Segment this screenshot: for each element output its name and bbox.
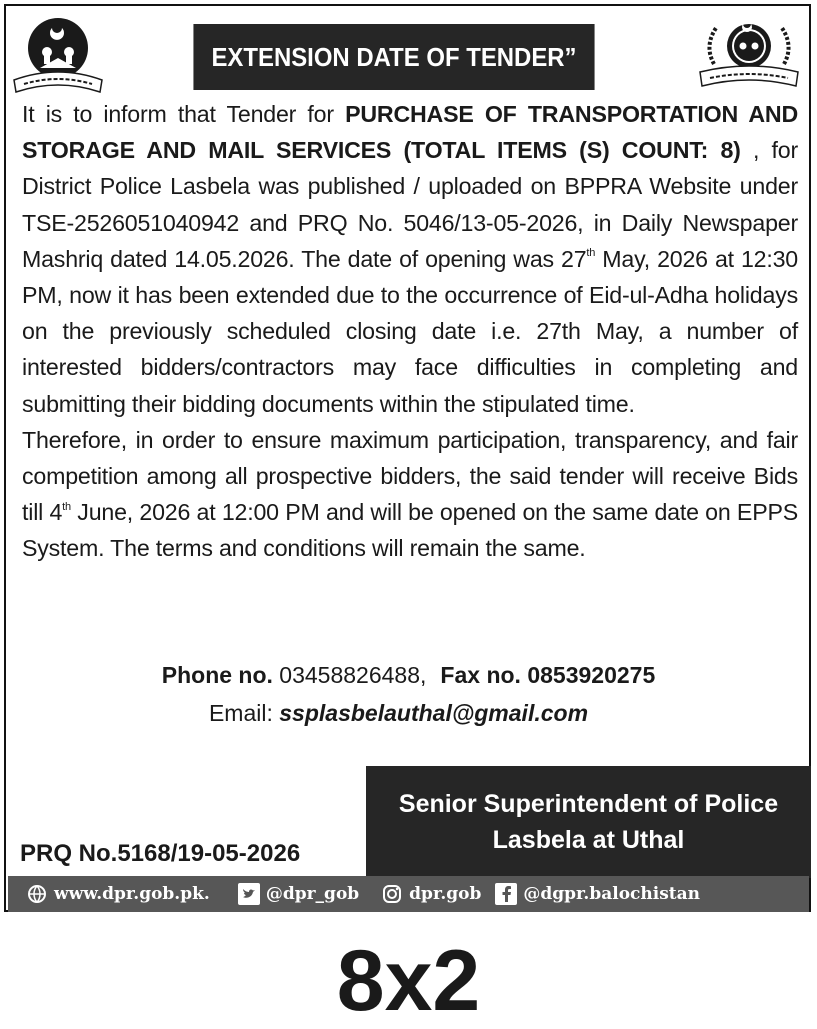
signatory-title: Senior Superintendent of Police — [398, 790, 779, 818]
social-footer — [8, 876, 809, 912]
balochistan-emblem-right-icon — [694, 16, 804, 90]
contact-email — [0, 700, 807, 727]
notice-body — [22, 96, 798, 567]
body-text-therefore: Therefore, in order to ensure maximum participation, transparency, and fair competition among all prospective bidders, the said tender will receive Bids till 4 — [22, 426, 798, 526]
facebook-handle: @dgpr.balochistan — [523, 884, 701, 904]
notice-paragraph-2 — [22, 422, 798, 567]
phone-label: Phone no. — [161, 662, 273, 688]
ad-size-label: 8x2 — [336, 933, 481, 1029]
balochistan-emblem-left-icon — [12, 14, 104, 96]
prq-number: PRQ No.5168/19-05-2026 — [20, 840, 301, 867]
email-label: Email: — [208, 700, 280, 726]
tender-subject: PURCHASE OF TRANSPORTATION AND STORAGE AND MAIL SERVICES (TOTAL ITEMS (S) COUNT: 8) — [22, 101, 798, 164]
phone-number: 03458826488, — [272, 662, 427, 688]
body-text-intro: It is to inform that Tender for — [22, 101, 346, 127]
notice-paragraph-1 — [22, 96, 798, 422]
ordinal-suffix: th — [62, 500, 71, 513]
twitter-handle: @dpr_gob — [265, 884, 360, 904]
facebook-icon — [495, 883, 517, 905]
email-address[interactable]: ssplasbelauthal@gmail.com — [279, 700, 589, 726]
signatory-location: Lasbela at Uthal — [492, 826, 685, 854]
instagram-handle: dpr.gob — [409, 884, 482, 904]
body-text-details: , for District Police Lasbela was published / uploaded on BPPRA Website under TSE-2526051040942 and PRQ No. 5046/13-05-2026, in Daily Newspaper Mashriq dated 14.05.2026. The date of opening was 27 — [22, 137, 799, 272]
instagram-icon — [381, 883, 403, 905]
body-text-closing: June, 2026 at 12:00 PM and will be opened on the same date on EPPS System. The terms and conditions will remain the same. — [22, 499, 798, 562]
twitter-link[interactable] — [238, 883, 359, 905]
twitter-icon — [238, 883, 260, 905]
contact-phone-fax — [0, 662, 817, 689]
signature-block — [366, 766, 811, 878]
facebook-link[interactable] — [495, 883, 700, 905]
body-text-extension: May, 2026 at 12:30 PM, now it has been extended due to the occurrence of Eid-ul-Adha holidays on the previously scheduled closing date i.e. 27th May, a number of interested bidders/contractors may face difficulties in completing and submitting their bidding documents within the stipulated time. — [22, 245, 798, 417]
globe-icon — [26, 883, 48, 905]
notice-title: EXTENSION DATE OF TENDER” — [193, 24, 594, 90]
ordinal-suffix: th — [586, 247, 596, 260]
website-link[interactable] — [26, 883, 210, 905]
fax-number: Fax no. 0853920275 — [440, 662, 656, 688]
website-text: www.dpr.gob.pk. — [54, 884, 210, 904]
instagram-link[interactable] — [381, 883, 481, 905]
